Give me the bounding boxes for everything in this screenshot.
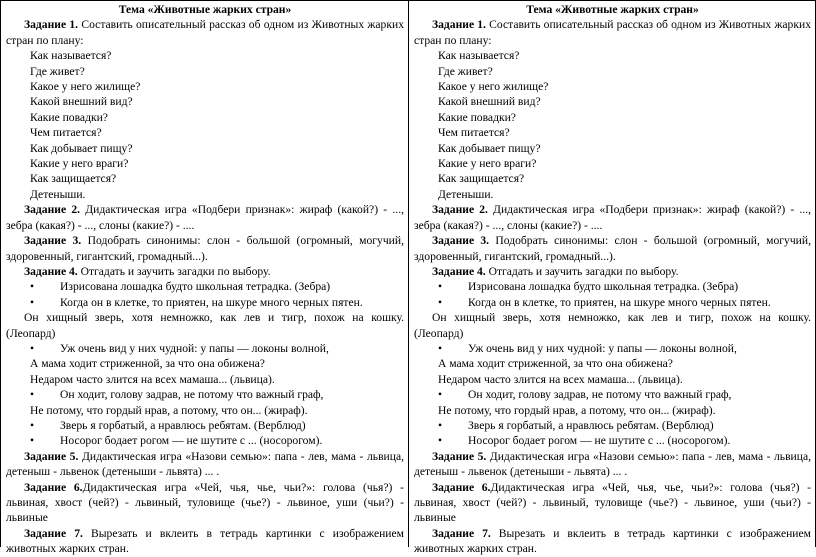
task-5-text: Дидактическая игра «Назови семью»: папа - лев, мама - львица, детеныш - львенок (детеныши - львята) ... . bbox=[414, 449, 811, 479]
riddle-item bbox=[6, 295, 404, 310]
task-4-label: Задание 4. bbox=[24, 264, 78, 278]
riddle-text: Носорог бодает рогом — не шутите с ... (носорогом). bbox=[468, 434, 731, 448]
task-1-text: Составить описательный рассказ об одном из Животных жарких стран по плану: bbox=[414, 18, 811, 47]
riddle-item bbox=[6, 279, 404, 294]
riddle-line: Не потому, что гордый нрав, а потому, что он... (жираф). bbox=[438, 403, 716, 417]
task-7-label: Задание 7. bbox=[432, 526, 491, 540]
plan-item: Как защищается? bbox=[30, 172, 117, 186]
plan-item: Какое у него жилище? bbox=[30, 80, 141, 94]
riddle-line: А мама ходит стриженной, за что она обижена? bbox=[30, 357, 265, 371]
task-2-text: Дидактическая игра «Подбери признак»: жираф (какой?) - ..., зебра (какая?) - ..., слоны (какие?) - .... bbox=[6, 203, 404, 232]
plan-item: Где живет? bbox=[438, 64, 493, 78]
task-4-text: Отгадать и заучить загадки по выбору. bbox=[485, 264, 679, 278]
riddle-text: Зверь я горбатый, а нравлюсь ребятам. (Верблюд) bbox=[60, 418, 306, 432]
riddle-line: Недаром часто злится на всех мамаша... (львица). bbox=[438, 372, 683, 386]
riddle-text: Когда он в клетке, то приятен, на шкуре много черных пятен. bbox=[60, 295, 363, 309]
riddle-text: Он ходит, голову задрав, не потому что важный граф, bbox=[60, 388, 324, 402]
task-6 bbox=[6, 480, 404, 526]
bullet-icon: • bbox=[438, 388, 443, 402]
task-4-text: Отгадать и заучить загадки по выбору. bbox=[77, 264, 271, 278]
riddle-text: Он ходит, голову задрав, не потому что важный граф, bbox=[468, 388, 732, 402]
task-1-text: Составить описательный рассказ об одном из Животных жарких стран по плану: bbox=[6, 18, 404, 47]
plan-item: Детеныши. bbox=[438, 187, 494, 201]
task-6-label: Задание 6. bbox=[24, 480, 83, 494]
task-2-label: Задание 2. bbox=[432, 203, 488, 217]
task-1-label: Задание 1. bbox=[24, 18, 79, 32]
plan-item: Какой внешний вид? bbox=[30, 95, 133, 109]
riddle-item bbox=[6, 418, 404, 433]
bullet-icon: • bbox=[30, 280, 35, 294]
column-title: Тема «Животные жарких стран» bbox=[118, 3, 292, 16]
task-1 bbox=[6, 17, 404, 48]
bullet-icon: • bbox=[438, 434, 443, 448]
plan-item: Как добывает пищу? bbox=[438, 141, 541, 155]
task-2-text: Дидактическая игра «Подбери признак»: жираф (какой?) - ..., зебра (какая?) - ..., слоны (какие?) - .... bbox=[414, 203, 811, 232]
riddle-item bbox=[414, 433, 811, 448]
plan-item: Как называется? bbox=[438, 49, 520, 63]
riddle-item bbox=[414, 418, 811, 433]
plan-item: Какие повадки? bbox=[438, 110, 516, 124]
bullet-icon: • bbox=[30, 388, 35, 402]
task-1-label: Задание 1. bbox=[432, 18, 486, 32]
task-3-text: Подобрать синонимы: слон - большой (огромный, могучий, здоровенный, гигантский, громадный...). bbox=[414, 234, 811, 263]
bullet-icon: • bbox=[30, 341, 35, 355]
task-3 bbox=[414, 233, 811, 264]
task-5-text: Дидактическая игра «Назови семью»: папа - лев, мама - львица, детеныш - львенок (детеныши - львята) ... . bbox=[6, 449, 404, 479]
riddle-item bbox=[6, 433, 404, 448]
column-right bbox=[408, 1, 815, 556]
plan-item: Как называется? bbox=[30, 49, 112, 63]
plan-item: Как защищается? bbox=[438, 172, 525, 186]
task-5-label: Задание 5. bbox=[24, 449, 79, 463]
task-7-label: Задание 7. bbox=[24, 526, 83, 540]
column-left bbox=[1, 1, 408, 556]
column-title: Тема «Животные жарких стран» bbox=[526, 3, 699, 16]
plan-item: Как добывает пищу? bbox=[30, 141, 133, 155]
task-6-text: Дидактическая игра «Чей, чья, чье, чьи?»: голова (чья?) - львиная, хвост (чей?) - львиный, туловище (чье?) - львиное, уши (чьи?) - львиные bbox=[414, 480, 811, 525]
riddle-item bbox=[414, 279, 811, 294]
riddle-text: Изрисована лошадка будто школьная тетрадка. (Зебра) bbox=[60, 280, 331, 294]
riddle-item bbox=[414, 341, 811, 356]
task-2 bbox=[6, 202, 404, 233]
riddle-item bbox=[414, 295, 811, 310]
task-1 bbox=[414, 17, 811, 48]
riddle-text: Когда он в клетке, то приятен, на шкуре много черных пятен. bbox=[468, 295, 771, 309]
bullet-icon: • bbox=[438, 280, 443, 294]
plan-item: Какие у него враги? bbox=[438, 157, 537, 171]
riddle-text: Носорог бодает рогом — не шутите с ... (носорогом). bbox=[60, 434, 323, 448]
task-3-text: Подобрать синонимы: слон - большой (огромный, могучий, здоровенный, гигантский, громадный...). bbox=[6, 234, 404, 263]
task-4 bbox=[6, 264, 404, 279]
riddle-item bbox=[414, 387, 811, 402]
task-5-label: Задание 5. bbox=[432, 449, 487, 463]
plan-item: Какой внешний вид? bbox=[438, 95, 541, 109]
plan-item: Какие повадки? bbox=[30, 110, 108, 124]
riddle-continuation: Он хищный зверь, хотя немножко, как лев и тигр, похож на кошку. (Леопард) bbox=[6, 311, 404, 340]
bullet-icon: • bbox=[30, 434, 35, 448]
riddle-line: А мама ходит стриженной, за что она обижена? bbox=[438, 357, 673, 371]
task-7-text: Вырезать и вклеить в тетрадь картинки с изображением животных жарких стран. bbox=[6, 526, 404, 556]
task-3 bbox=[6, 233, 404, 264]
riddle-text: Зверь я горбатый, а нравлюсь ребятам. (Верблюд) bbox=[468, 418, 714, 432]
task-4-label: Задание 4. bbox=[432, 264, 486, 278]
riddle-continuation: Он хищный зверь, хотя немножко, как лев и тигр, похож на кошку. (Леопард) bbox=[414, 311, 811, 340]
bullet-icon: • bbox=[30, 418, 35, 432]
task-6 bbox=[414, 480, 811, 526]
bullet-icon: • bbox=[438, 418, 443, 432]
riddle-line: Не потому, что гордый нрав, а потому, что он... (жираф). bbox=[30, 403, 308, 417]
riddle-text: Уж очень вид у них чудной: у папы — локоны волной, bbox=[468, 341, 737, 355]
task-7-text: Вырезать и вклеить в тетрадь картинки с изображением животных жарких стран. bbox=[414, 526, 811, 556]
plan-item: Детеныши. bbox=[30, 187, 86, 201]
bullet-icon: • bbox=[438, 341, 443, 355]
plan-item: Чем питается? bbox=[30, 126, 102, 140]
task-3-label: Задание 3. bbox=[432, 234, 490, 248]
task-4 bbox=[414, 264, 811, 279]
riddle-text: Уж очень вид у них чудной: у папы — локоны волной, bbox=[60, 341, 329, 355]
riddle-item bbox=[6, 387, 404, 402]
riddle-line: Недаром часто злится на всех мамаша... (львица). bbox=[30, 372, 275, 386]
task-5 bbox=[6, 449, 404, 480]
task-2-label: Задание 2. bbox=[24, 203, 81, 217]
plan-item: Чем питается? bbox=[438, 126, 510, 140]
plan-item: Где живет? bbox=[30, 64, 85, 78]
task-3-label: Задание 3. bbox=[24, 234, 82, 248]
task-6-label: Задание 6. bbox=[432, 480, 491, 494]
riddle-text: Изрисована лошадка будто школьная тетрадка. (Зебра) bbox=[468, 280, 739, 294]
task-7 bbox=[6, 526, 404, 557]
plan-item: Какие у него враги? bbox=[30, 157, 129, 171]
task-2 bbox=[414, 202, 811, 233]
bullet-icon: • bbox=[438, 295, 443, 309]
riddle-item bbox=[6, 341, 404, 356]
task-5 bbox=[414, 449, 811, 480]
plan-item: Какое у него жилище? bbox=[438, 80, 549, 94]
task-7 bbox=[414, 526, 811, 557]
bullet-icon: • bbox=[30, 295, 35, 309]
task-6-text: Дидактическая игра «Чей, чья, чье, чьи?»: голова (чья?) - львиная, хвост (чей?) - львиный, туловище (чье?) - львиное, уши (чьи?) - львиные bbox=[6, 480, 404, 525]
